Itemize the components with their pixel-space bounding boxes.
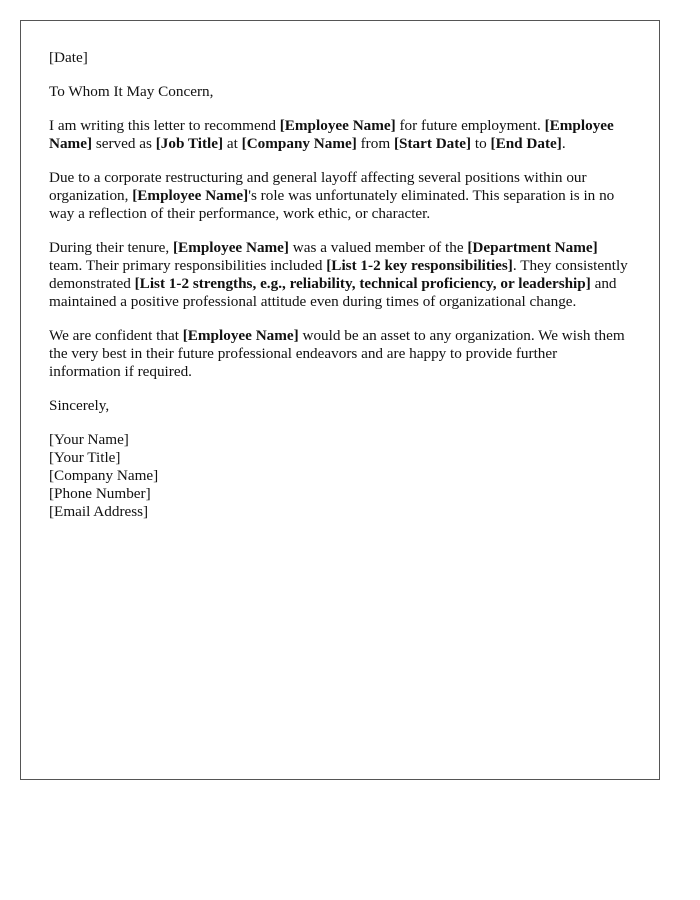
signature-title: [Your Title] [49, 449, 121, 466]
paragraph-recommendation: I am writing this letter to recommend [Employee Name] for future employment. [Employee Name] served as [Job Title] at [Company Name] from [Start Date] to [End Date]. [49, 117, 614, 152]
placeholder-employee-name: [Employee Name] [49, 117, 614, 152]
letter-page [20, 20, 660, 780]
paragraph-confidence: We are confident that [Employee Name] would be an asset to any organization. We wish them the very best in their future professional endeavors and are happy to provide further information if required. [49, 327, 625, 380]
signature-phone: [Phone Number] [49, 485, 151, 502]
placeholder-department-name: [Department Name] [467, 239, 598, 256]
placeholder-employee-name: [Employee Name] [132, 187, 249, 204]
placeholder-end-date: [End Date] [490, 135, 562, 152]
placeholder-employee-name: [Employee Name] [182, 327, 299, 344]
letter-closing: Sincerely, [49, 397, 110, 414]
placeholder-company-name: [Company Name] [241, 135, 357, 152]
signature-company: [Company Name] [49, 467, 159, 484]
signature-block [49, 431, 631, 521]
placeholder-start-date: [Start Date] [393, 135, 472, 152]
signature-name: [Your Name] [49, 431, 129, 448]
placeholder-strengths: [List 1-2 strengths, e.g., reliability, technical proficiency, or leadership] [134, 275, 591, 292]
placeholder-employee-name: [Employee Name] [173, 239, 289, 256]
paragraph-layoff: Due to a corporate restructuring and general layoff affecting several positions within our organization, [Employee Name]'s role was unfortunately eliminated. This separation is in no way a reflection of their performance, work ethic, or character. [49, 169, 615, 222]
paragraph-tenure: During their tenure, [Employee Name] was a valued member of the [Department Name] team. Their primary responsibilities included [List 1-2 key responsibilities]. They consistently demonstrated [List 1-2 strengths, e.g., reliability, technical proficiency, or leadership] and maintained a positive professional attitude even during times of organizational change. [49, 239, 628, 310]
letter-body [49, 49, 631, 521]
signature-email: [Email Address] [49, 503, 149, 520]
placeholder-responsibilities: [List 1-2 key responsibilities] [326, 257, 513, 274]
letter-salutation: To Whom It May Concern, [49, 83, 214, 100]
letter-date: [Date] [49, 49, 88, 66]
placeholder-employee-name: [Employee Name] [279, 117, 396, 134]
placeholder-job-title: [Job Title] [155, 135, 224, 152]
